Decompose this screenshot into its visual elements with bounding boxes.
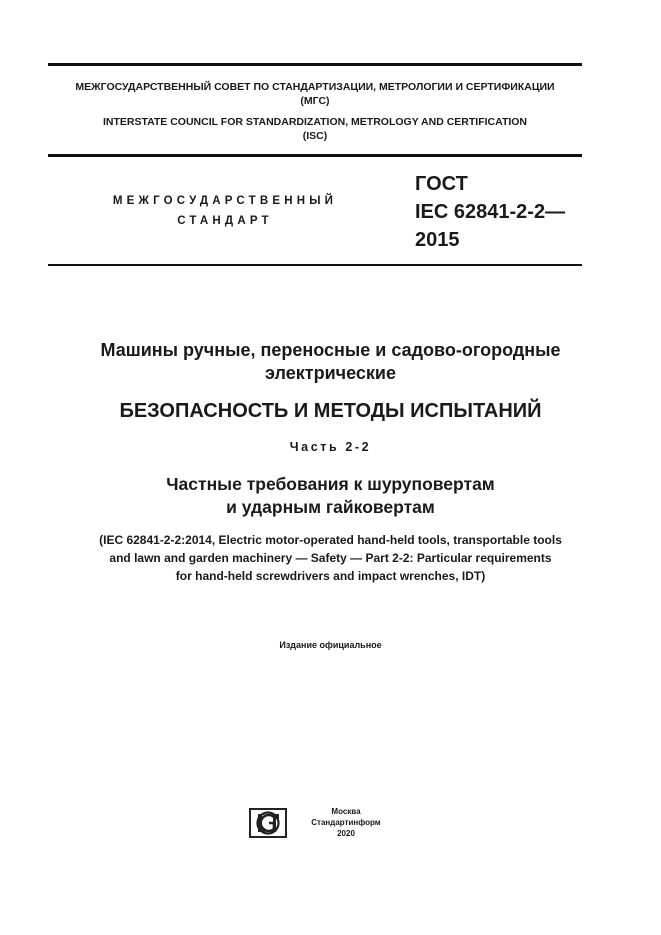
standard-type-line1: МЕЖГОСУДАРСТВЕННЫЙ <box>112 195 338 207</box>
gost-designation <box>415 170 565 254</box>
top-rule <box>48 63 582 66</box>
publication-year: 2020 <box>337 829 355 838</box>
publisher-info <box>296 806 396 839</box>
middle-rule <box>48 154 582 157</box>
document-subject: БЕЗОПАСНОСТЬ И МЕТОДЫ ИСПЫТАНИЙ <box>119 400 542 422</box>
bottom-rule <box>48 264 582 266</box>
subtitle-line2: и ударным гайковертам <box>226 497 435 517</box>
document-title <box>20 339 641 385</box>
publisher-name: Стандартинформ <box>311 818 381 827</box>
standartinform-logo-icon <box>249 808 287 838</box>
title-line1: Машины ручные, переносные и садово-огородные <box>100 340 561 360</box>
english-reference-line3: for hand-held screwdrivers and impact wrenches, IDT) <box>175 569 486 583</box>
edition-label: Издание официальное <box>279 640 382 650</box>
council-en-line1: INTERSTATE COUNCIL FOR STANDARDIZATION, METROLOGY AND CERTIFICATION <box>102 116 528 128</box>
english-reference <box>20 531 641 585</box>
council-name-en <box>48 115 582 143</box>
title-line2: электрические <box>265 363 396 383</box>
publisher-city: Москва <box>331 807 361 816</box>
council-en-line2: (ISC) <box>302 130 328 142</box>
council-ru-line2: (МГС) <box>300 95 330 107</box>
gost-line1: ГОСТ <box>415 173 468 195</box>
standard-type-line2: СТАНДАРТ <box>177 215 273 227</box>
document-subtitle <box>20 473 641 519</box>
gost-line2: IEC 62841-2-2— <box>415 201 566 223</box>
gost-line3: 2015 <box>415 229 460 251</box>
council-name-ru <box>48 80 582 108</box>
subtitle-line1: Частные требования к шуруповертам <box>166 474 495 494</box>
english-reference-line1: (IEC 62841-2-2:2014, Electric motor-operated hand-held tools, transportable tools <box>99 533 562 547</box>
council-ru-line1: МЕЖГОСУДАРСТВЕННЫЙ СОВЕТ ПО СТАНДАРТИЗАЦИИ, МЕТРОЛОГИИ И СЕРТИФИКАЦИИ <box>75 81 555 93</box>
standard-type <box>60 191 390 231</box>
english-reference-line2: and lawn and garden machinery — Safety — Part 2-2: Particular requirements <box>109 551 552 565</box>
document-part: Часть 2-2 <box>289 440 372 454</box>
